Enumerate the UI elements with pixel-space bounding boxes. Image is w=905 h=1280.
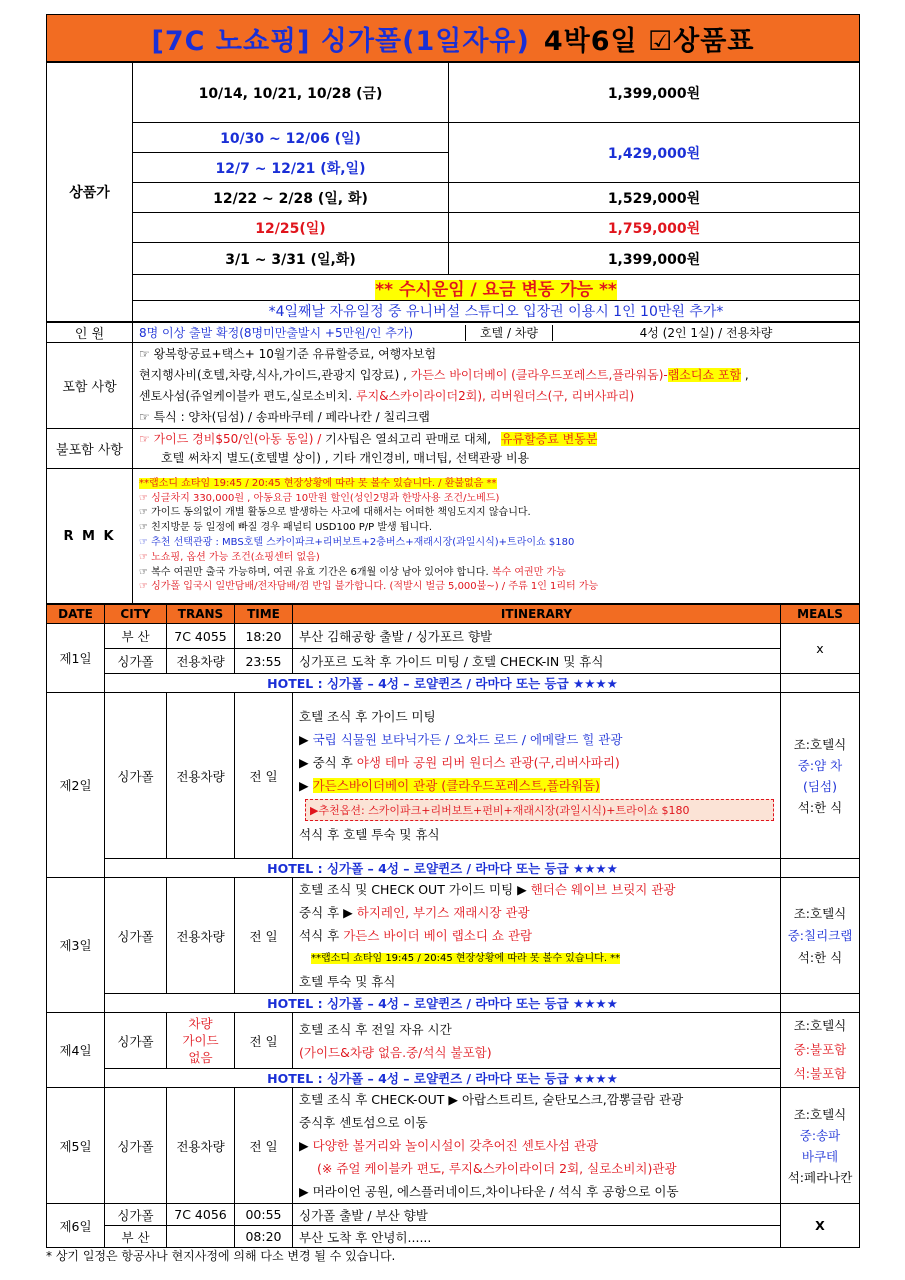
footnote: * 상기 일정은 항공사나 현지사정에 의해 다소 변경 될 수 있습니다. (46, 1249, 396, 1263)
day3-city: 싱가폴 (105, 878, 167, 994)
day1-it-2: 싱가포르 도착 후 가이드 미팅 / 호텔 CHECK-IN 및 휴식 (293, 649, 781, 674)
day2-meal-1: 조:호텔식 (793, 736, 847, 752)
rmk-line-2: ☞ 싱글차지 330,000원 , 아동요금 10만원 할인(성인2명과 한방사용 조건/노베드) (139, 492, 500, 504)
include-label: 포함 사항 (47, 343, 133, 429)
day1-city-1: 부 산 (105, 624, 167, 649)
day5-it-5: ▶ 머라이언 공원, 에스플러네이드,차이나타운 / 석식 후 공항으로 이동 (299, 1184, 679, 1199)
day2-hotel: HOTEL : 싱가폴 – 4성 – 로얄퀸즈 / 라마다 또는 등급 ★★★★ (105, 859, 781, 878)
include-line-3a: 센토사섬(쥬얼케이블카 편도,실로소비치. (139, 388, 357, 403)
day2-it-1: 호텔 조식 후 가이드 미팅 (299, 709, 436, 724)
people-value: 8명 이상 출발 확정(8명미만출발시 +5만원/인 추가) (139, 325, 414, 340)
price-notice-2: *4일째날 자유일정 중 유니버설 스튜디오 입장권 이용시 1인 10만원 추가* (133, 301, 860, 322)
include-line-2b: 가든스 바이더베이 (클라우드포레스트,플라워돔)- (410, 367, 668, 382)
day4-city: 싱가폴 (105, 1013, 167, 1069)
day4-date: 제4일 (47, 1013, 105, 1088)
include-line-3b: 루지&스카이라이더2회), 리버원더스(구, 리버사파리) (356, 388, 635, 403)
day2-city: 싱가폴 (105, 693, 167, 859)
page-title (46, 14, 860, 62)
day2-option-box: ▶추천옵션: 스카이파크+리버보트+펀비+재래시장(과일시식)+트라이쇼 $180 (305, 799, 774, 821)
day1-meals: x (781, 624, 860, 674)
day2-it-4b: 가든스바이더베이 관광 (클라우드포레스트,플라워돔) (312, 778, 600, 793)
day6-it-2: 부산 도착 후 안녕히...... (293, 1226, 781, 1248)
day2-it-2a: ▶ (299, 732, 313, 747)
day4-meal-2: 중:불포함 (793, 1042, 847, 1057)
hotel-car-value: 4성 (2인 1실) / 전용차량 (639, 325, 773, 340)
day3-meal-1: 조:호텔식 (793, 905, 847, 921)
day2-it-3b: 야생 테마 공원 리버 원더스 관광(구,리버사파리) (356, 755, 620, 770)
price-dates-6: 3/1 ~ 3/31 (일,화) (133, 243, 449, 275)
day1-date: 제1일 (47, 624, 105, 693)
header-date: DATE (47, 605, 105, 624)
day6-meals: X (781, 1204, 860, 1248)
day5-meal-3: 바쿠테 (801, 1148, 839, 1164)
day3-it-2b: 하지레인, 부기스 재래시장 관광 (356, 905, 530, 920)
day2-meal-3: (딤섬) (803, 778, 837, 794)
itinerary-table (46, 604, 860, 1248)
day4-time: 전 일 (235, 1013, 293, 1069)
exclude-line-2: 호텔 써차지 별도(호텔별 상이) , 기타 개인경비, 매너팁, 선택관광 비용 (161, 450, 530, 465)
rmk-line-1: **랩소디 쇼타임 19:45 / 20:45 현장상황에 따라 못 볼수 있습니다. / 환불없음 ** (139, 477, 497, 489)
day1-trans-2: 전용차량 (167, 649, 235, 674)
day5-it-3b: 다양한 볼거리와 놀이시설이 갖추어진 센토사섬 관광 (312, 1138, 599, 1153)
price-dates-5: 12/25(일) (133, 213, 449, 243)
include-line-2a: 현지행사비(호텔,차량,식사,가이드,관광지 입장료) , (139, 367, 411, 382)
day3-trans: 전용차량 (167, 878, 235, 994)
day2-meal-2: 중:얌 차 (797, 757, 843, 773)
day5-meal-1: 조:호텔식 (793, 1106, 847, 1122)
day2-it-2b: 국립 식물원 보타닉가든 (312, 732, 442, 747)
day1-time-2: 23:55 (235, 649, 293, 674)
day2-it-6: 석식 후 호텔 투숙 및 휴식 (299, 827, 440, 842)
day3-it-1b: 핸더슨 웨이브 브릿지 관광 (530, 882, 676, 897)
day1-it-1: 부산 김해공항 출발 / 싱가포르 향발 (293, 624, 781, 649)
rmk-line-8: ☞ 싱가폴 입국시 일반담배/전자담배/껌 반입 불가합니다. (적발시 벌금 5,000불~) / 주류 1인 1리터 가능 (139, 581, 599, 593)
day5-time: 전 일 (235, 1088, 293, 1204)
price-label: 상품가 (47, 63, 133, 322)
rmk-line-7b: 복수 여권만 가능 (491, 566, 566, 578)
day2-trans: 전용차량 (167, 693, 235, 859)
price-value-4: 1,529,000원 (449, 183, 860, 213)
include-line-1: ☞ 왕복항공료+택스+ 10월기준 유류할증료, 여행자보험 (139, 346, 437, 361)
day2-it-4a: ▶ (299, 778, 313, 793)
day3-it-1a: 호텔 조식 및 CHECK OUT 가이드 미팅 ▶ (299, 882, 531, 897)
exclude-line-1a: ☞ 가이드 경비$50/인(아동 동일) / (139, 431, 326, 446)
day5-meal-4: 석:페라나칸 (787, 1169, 853, 1185)
exclude-line-1b: 기사팁은 열쇠고리 판매로 대체, (325, 431, 492, 446)
price-dates-4: 12/22 ~ 2/28 (일, 화) (133, 183, 449, 213)
day4-hotel: HOTEL : 싱가폴 – 4성 – 로얄퀸즈 / 라마다 또는 등급 ★★★★ (105, 1069, 781, 1088)
price-value-2: 1,429,000원 (449, 123, 860, 183)
day3-hotel: HOTEL : 싱가폴 – 4성 – 로얄퀸즈 / 라마다 또는 등급 ★★★★ (105, 994, 781, 1013)
rmk-line-3: ☞ 가이드 동의없이 개별 활동으로 발생하는 사고에 대해서는 어떠한 책임도지지 않습니다. (139, 507, 531, 519)
header-meals: MEALS (781, 605, 860, 624)
title-main: [7C 노쇼핑] 싱가폴(1일자유) (151, 25, 530, 57)
price-notice: ** 수시운임 / 요금 변동 가능 ** (375, 280, 617, 300)
day6-time-1: 00:55 (235, 1204, 293, 1226)
header-trans: TRANS (167, 605, 235, 624)
day5-it-2: 중식후 센토섬으로 이동 (299, 1115, 428, 1130)
day5-it-1: 호텔 조식 후 CHECK-OUT ▶ 아랍스트리트, 술탄모스크,깜뽕글람 관광 (299, 1092, 684, 1107)
include-line-4: ☞ 특식 : 양차(딤섬) / 송파바쿠테 / 페라나칸 / 칠리크랩 (139, 409, 430, 424)
include-line-2d: , (741, 367, 749, 382)
day6-trans: 7C 4056 (167, 1204, 235, 1226)
day5-date: 제5일 (47, 1088, 105, 1204)
price-table (46, 62, 860, 322)
header-time: TIME (235, 605, 293, 624)
rmk-line-5: ☞ 추천 선택관광 : MBS호텔 스카이파크+리버보트+2층버스+재래시장(과일시식)+트라이쇼 $180 (139, 537, 575, 548)
day5-trans: 전용차량 (167, 1088, 235, 1204)
header-itinerary: ITINERARY (293, 605, 781, 624)
day1-trans-1: 7C 4055 (167, 624, 235, 649)
day3-it-3a: 석식 후 (299, 928, 344, 943)
day6-city-2: 부 산 (105, 1226, 167, 1248)
day1-time-1: 18:20 (235, 624, 293, 649)
day1-hotel: HOTEL : 싱가폴 – 4성 – 로얄퀸즈 / 라마다 또는 등급 ★★★★ (105, 674, 781, 693)
day4-trans: 차량 가이드 없음 (167, 1013, 235, 1069)
day5-it-3a: ▶ (299, 1138, 313, 1153)
info-table (46, 322, 860, 604)
day3-meal-3: 석:한 식 (797, 949, 843, 965)
day2-time: 전 일 (235, 693, 293, 859)
rmk-line-6: ☞ 노쇼핑, 옵션 가능 조건(쇼핑센터 없음) (139, 551, 320, 563)
day2-meal-4: 석:한 식 (797, 799, 843, 815)
day6-city-1: 싱가폴 (105, 1204, 167, 1226)
day3-meal-2: 중:칠리크랩 (787, 927, 853, 943)
day2-it-2c: / 오차드 로드 / 에메랄드 힐 관광 (445, 732, 623, 747)
price-dates-3: 12/7 ~ 12/21 (화,일) (133, 153, 449, 183)
day3-time: 전 일 (235, 878, 293, 994)
header-city: CITY (105, 605, 167, 624)
rmk-line-7: ☞ 복수 여권만 출국 가능하며, 여권 유효 기간은 6개월 이상 남아 있어야 합니다. (139, 566, 489, 578)
exclude-line-1c: 유류할증료 변동분 (500, 431, 598, 446)
day1-city-2: 싱가폴 (105, 649, 167, 674)
hotel-car-label: 호텔 / 차량 (465, 325, 553, 341)
price-value-6: 1,399,000원 (449, 243, 860, 275)
day4-it-1: 호텔 조식 후 전일 자유 시간 (299, 1021, 452, 1037)
price-value-1: 1,399,000원 (449, 63, 860, 123)
title-sub: 4박6일 ☑상품표 (543, 25, 755, 57)
day6-time-2: 08:20 (235, 1226, 293, 1248)
price-dates-1: 10/14, 10/21, 10/28 (금) (133, 63, 449, 123)
day2-it-3a: ▶ 중식 후 (299, 755, 357, 770)
day6-date: 제6일 (47, 1204, 105, 1248)
price-value-5: 1,759,000원 (449, 213, 860, 243)
day2-date: 제2일 (47, 693, 105, 878)
day4-meal-1: 조:호텔식 (793, 1018, 847, 1033)
day5-it-4: (※ 쥬얼 케이블카 편도, 루지&스카이라이더 2회, 실로소비치)관광 (317, 1161, 677, 1176)
day3-it-3b: 가든스 바이더 베이 랩소디 쇼 관람 (343, 928, 533, 943)
price-dates-2: 10/30 ~ 12/06 (일) (133, 123, 449, 153)
day3-it-2a: 중식 후 ▶ (299, 905, 357, 920)
exclude-label: 불포함 사항 (47, 429, 133, 469)
rmk-line-4: ☞ 친지방문 등 일정에 빠질 경우 패널티 USD100 P/P 발생 됩니다. (139, 522, 433, 534)
rmk-label: R M K (47, 469, 133, 604)
day6-it-1: 싱가폴 출발 / 부산 향발 (293, 1204, 781, 1226)
day3-it-4: **랩소디 쇼타임 19:45 / 20:45 현장상황에 따라 못 볼수 있습니다. ** (311, 953, 621, 964)
people-label: 인 원 (47, 323, 133, 343)
day5-meal-2: 중:송파 (799, 1127, 841, 1143)
day4-it-2: (가이드&차량 없음.중/석식 불포함) (299, 1044, 492, 1060)
day5-city: 싱가폴 (105, 1088, 167, 1204)
include-line-2c: 랩소디쇼 포함 (667, 367, 742, 382)
day3-date: 제3일 (47, 878, 105, 1013)
day3-it-5: 호텔 투숙 및 휴식 (299, 974, 396, 989)
day4-meal-3: 석:불포함 (793, 1066, 847, 1081)
